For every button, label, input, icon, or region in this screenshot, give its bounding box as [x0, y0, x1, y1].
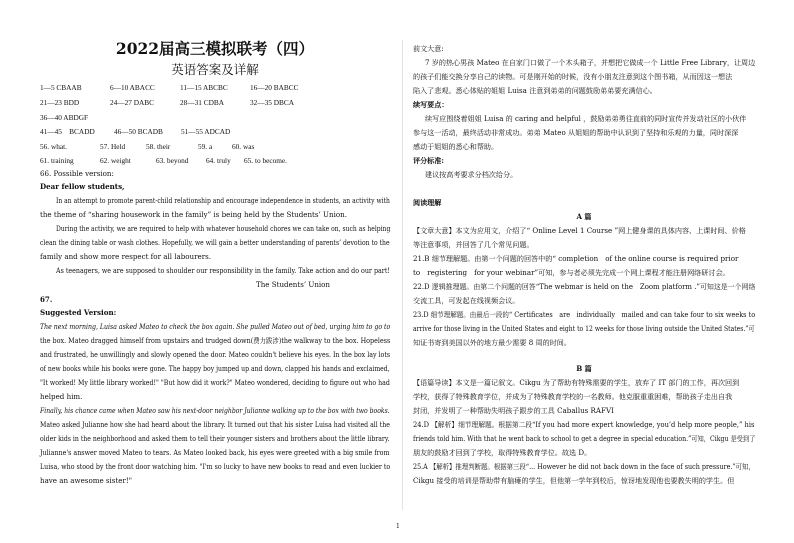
- section-b-line: 24.D 【解析】细节理解题。根据第二段“If you had more expert knowledge, you’d help more people,” his: [413, 420, 755, 429]
- letter-line: As teenagers, we are supposed to shoulder our responsibility in the family. Take action and do our part!: [56, 266, 390, 275]
- practice-line: 感动于姐姐的悉心和帮助。: [413, 142, 499, 151]
- answer-cell: 32—35 DBCA: [250, 98, 294, 107]
- section-b-line: 朋友的鼓励才回到了学校，取得特殊教育学位。故选 D。: [413, 448, 592, 457]
- answer-cell: 28—31 CDBA: [180, 98, 224, 107]
- page-number: 1: [396, 523, 400, 530]
- answer-cell: 36—40 ABDGF: [40, 113, 89, 122]
- answer-cell: 51—55 ADCAD: [181, 127, 231, 136]
- answer-cell: 62. weight: [100, 156, 131, 165]
- answer-cell: 46—50 BCADB: [114, 127, 163, 136]
- story-line: Julianne's answer moved Mateo to tears. As Mateo looked back, his eyes were greeted with a big smile from: [40, 448, 390, 457]
- section-b-line: 【语篇导读】本文是一篇记叙文。Cikgu 为了帮助有特殊需要的学生，放弃了 IT 部门的工作，再次回到: [413, 378, 740, 387]
- story-line: "It worked! My little library worked!" "But how did it work?" Mateo wondered, deciding to figure out who had: [40, 378, 390, 387]
- answer-cell: 58. their: [146, 142, 171, 151]
- practice-line: 续写应围绕着姐姐 Luisa 的 caring and helpful ，鼓励弟弟勇往直前的同时宣传并发动社区的小伙伴: [425, 114, 747, 123]
- practice-line: 参与这一活动，最终活动非常成功。弟弟 Mateo 从姐姐的帮助中认识到了坚持和乐观的力量，同时深深: [413, 128, 739, 137]
- answer-cell: 57. Held: [100, 142, 126, 151]
- practice-heading: 续写要点：: [413, 100, 449, 109]
- section-a-line: arrive for those living in the United States and eight to 12 weeks for those living outside the United States.”可: [413, 324, 755, 333]
- answer-cell: 11—15 ABCBC: [180, 83, 228, 92]
- section-a-line: 22.D 逻辑推理题。由第二个问题的回答“The webmar is held on the Zoom platform .”可知这是一个网络: [413, 282, 756, 291]
- section-b-line: friends told him. With that he went back to school to get a degree in special education.”可知，Cikgu 是受到了: [413, 434, 756, 443]
- story-line: Finally, his chance came when Mateo saw his next-door neighbor Julianne walking up to the box with two books.: [40, 406, 390, 415]
- column-divider: [402, 40, 403, 510]
- story-line: have an awesome sister!": [40, 476, 133, 485]
- section-a-line: 21.B 细节理解题。由第一个问题的回答中的“ completion of the online course is required prior: [413, 254, 739, 263]
- suggested-version-label: Suggested Version:: [40, 308, 117, 317]
- story-line: of new books while his books were gone. The happy boy jumped up and down, clapped his hands and exclaimed,: [40, 364, 390, 373]
- section-a-line: 23.D 细节理解题。由最后一段的“ Certificates are individually mailed and can take four to six weeks to: [413, 310, 756, 319]
- summary-line: 7 岁的热心男孩 Mateo 在自家门口做了一个木头箱子，并想把它做成一个 Little Free Library，让周边: [425, 58, 756, 67]
- letter-line: clean the dining table or wash clothes. Hopefully, we will gain a better understanding of parents’ devotion to the: [40, 238, 390, 247]
- section-b-line: 学校，获得了特殊教育学位，并成为了特殊教育学校的一名教师。他克服重重困难，帮助孩子走出自我: [413, 392, 733, 401]
- answer-cell: 24—27 DABC: [110, 98, 154, 107]
- answer-cell: 64. truly: [206, 156, 231, 165]
- section-b-line: Cikgu 接受的培训是帮助带有脑瘫的学生，但他第一学年到校后，惊讶地发现他也要教失明的学生。但: [413, 476, 735, 485]
- letter-line: the theme of “sharing housework in the family” is being held by the Students’ Union.: [40, 210, 347, 219]
- answer-cell: 6—10 ABACC: [110, 83, 155, 92]
- section-a-line: 【文章大意】本文为应用文，介绍了“ Online Level 1 Course ”网上健身课的具体内容、上课时间、价格: [413, 226, 746, 235]
- question-67-label: 67.: [40, 295, 53, 304]
- section-a-line: 等注意事项，并回答了几个常见问题。: [413, 240, 534, 249]
- story-line: older kids in the neighborhood and asked them to tell their younger sisters and brothers about the little library.: [40, 434, 390, 443]
- answer-cell: 1—5 CBAAB: [40, 83, 82, 92]
- story-line: helped him.: [40, 392, 83, 401]
- answer-cell: 61. training: [40, 156, 74, 165]
- grading-line: 建议按高考要求分档次给分。: [425, 170, 518, 179]
- section-a-line: 交流工具，可发起在线视频会议。: [413, 296, 520, 305]
- letter-line: family and show more respect for all labourers.: [40, 252, 211, 261]
- answer-cell: 41—45 BCADD: [40, 127, 95, 136]
- answer-cell: 65. to become.: [244, 156, 287, 165]
- section-b-line: 25.A 【解析】推理判断题。根据第三段“... However he did not back down in the face of such pressure.”可知，: [413, 462, 755, 471]
- section-a-line: to registering for your webinar”可知，参与者必须先完成一个网上课程才能注册网络研讨会。: [413, 268, 730, 277]
- summary-line: 的孩子们能交换分享自己的读物。可是刚开始的时候，没有小朋友注意到这个图书箱，从而因这一想法: [413, 72, 733, 81]
- section-b-heading: B 篇: [576, 364, 592, 373]
- grading-heading: 评分标准:: [413, 156, 444, 165]
- page-title: 2022届高三模拟联考（四）: [115, 39, 315, 58]
- summary-line: 陷入了悲观。悉心体贴的姐姐 Luisa 注意到弟弟的问题鼓励弟弟要充满信心。: [413, 86, 657, 95]
- story-line: The next morning, Luisa asked Mateo to check the box again. She pulled Mateo out of bed, urging him to go to: [40, 322, 391, 331]
- answer-cell: 21—23 BDD: [40, 98, 80, 107]
- answer-cell: 16—20 BABCC: [250, 83, 299, 92]
- letter-signature: The Students’ Union: [256, 280, 330, 289]
- letter-line: During the activity, we are required to help with whatever household chores we can take on, such as helping: [56, 224, 391, 233]
- answer-cell: 60. was: [232, 142, 255, 151]
- page-subtitle: 英语答案及详解: [171, 62, 259, 77]
- version-label: 66. Possible version:: [40, 169, 114, 178]
- letter-greeting: Dear fellow students,: [40, 182, 125, 191]
- story-line: Mateo asked Julianne how she had heard about the library. It turned out that his sister Luisa had visited all the: [40, 420, 390, 429]
- story-line: Luisa, who stood by the front door watching him. "I'm so lucky to have new books to read and even luckier to: [40, 462, 391, 471]
- answer-cell: 56. what.: [40, 142, 67, 151]
- reading-heading: 阅读理解: [413, 198, 442, 207]
- section-a-heading: A 篇: [576, 212, 592, 221]
- story-line: and frustrated, he unwillingly and slowly opened the door. Mateo couldn't believe his eyes. In the box lay lots: [40, 350, 391, 359]
- answer-cell: 63. beyond: [156, 156, 189, 165]
- summary-heading: 前文大意:: [413, 44, 444, 53]
- section-a-line: 知证书寄到美国以外的地方最少需要 8 周的时间。: [413, 338, 571, 347]
- section-b-line: 封闭，并发明了一种帮助失明孩子跟步的工具 Caballus RAFVI: [413, 406, 614, 415]
- letter-line: In an attempt to promote parent-child relationship and encourage independence in students, an activity with: [56, 196, 390, 205]
- answer-cell: 59. a: [198, 142, 213, 151]
- story-line: the box. Mateo dragged himself from upstairs and trudged down(费力跋涉)the walkway to the box. Hopeless: [40, 336, 391, 345]
